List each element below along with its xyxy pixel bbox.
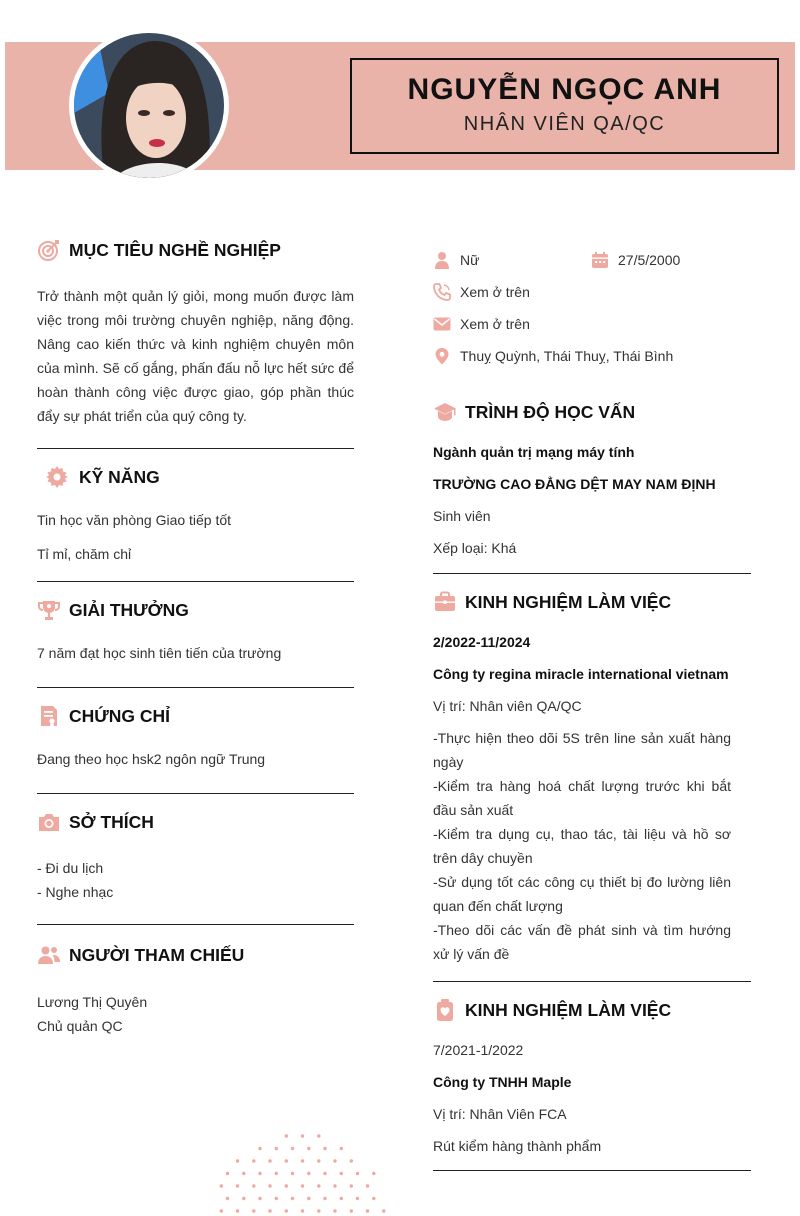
phone-icon [433,283,451,301]
section-experience-1 [433,580,751,982]
decorative-dot [366,1184,369,1187]
trophy-icon [37,598,61,622]
candidate-job-title: NHÂN VIÊN QA/QC [463,113,666,135]
decorative-dot [220,1184,223,1187]
briefcase-icon [433,590,457,614]
decorative-dot [307,1147,310,1150]
info-gender [433,244,591,276]
section-hobbies [37,800,354,925]
experience-1-company: Công ty regina miracle international vietnam [433,666,729,682]
education-major: Ngành quản trị mạng máy tính [433,444,635,460]
hobbies-title: SỞ THÍCH [69,811,154,832]
decorative-dot [291,1172,294,1175]
decorative-dot [285,1209,288,1212]
decorative-dot [242,1172,245,1175]
decorative-dot [275,1172,278,1175]
objective-text: Trở thành một quản lý giỏi, mong muốn được làm việc trong môi trường chuyên nghiệp, năng động. Nâng cao kiến thức và kinh nghiệm chuyên môn của mình. Sẽ cố gắng, phấn đấu nỗ lực hết sức để hoàn thành công việc được giao, góp phần thúc đẩy sự phát triển của quý công ty. [37,288,354,424]
decorative-dot [356,1172,359,1175]
education-title: TRÌNH ĐỘ HỌC VẤN [465,401,636,422]
badge-heart-icon [433,998,457,1022]
left-column [37,228,354,1038]
decorative-dot [301,1184,304,1187]
divider [433,1170,751,1171]
decorative-dot [236,1184,239,1187]
decorative-dot [317,1209,320,1212]
experience-1-duty: -Kiểm tra dụng cụ, thao tác, tài liệu và hồ sơ trên dây chuyền [433,826,731,866]
section-personal-info [433,244,751,372]
decorative-dot [350,1184,353,1187]
decorative-dot [307,1197,310,1200]
decorative-dot [372,1197,375,1200]
decorative-dot [382,1209,385,1212]
decorative-dot [340,1147,343,1150]
education-status: Sinh viên [433,508,491,524]
candidate-name: NGUYỄN NGỌC ANH [407,73,722,106]
avatar-photo [74,33,224,178]
decorative-dot [268,1209,271,1212]
decorative-dot [372,1172,375,1175]
education-rank: Xếp loại: Khá [433,540,517,556]
skills-title: KỸ NĂNG [79,466,160,487]
section-skills [37,455,354,582]
decorative-dot [317,1159,320,1162]
decorative-dot [323,1147,326,1150]
experience-2-period: 7/2021-1/2022 [433,1042,524,1058]
decorative-dot [220,1209,223,1212]
gear-icon [45,465,69,489]
references-title: NGƯỜI THAM CHIẾU [69,944,245,965]
decorative-dot [236,1209,239,1212]
hobby-item: - Nghe nhạc [37,884,114,900]
gender-value: Nữ [460,252,480,268]
email-value: Xem ở trên [460,316,530,332]
decorative-dot [258,1147,261,1150]
address-value: Thuỵ Quỳnh, Thái Thuỵ, Thái Bình [460,348,674,364]
divider [433,981,751,982]
reference-role: Chủ quản QC [37,1018,123,1034]
info-birthday [591,244,749,276]
decorative-dot [285,1184,288,1187]
people-icon [37,943,61,967]
divider [37,581,354,582]
decorative-dot [333,1184,336,1187]
skill-item: Tin học văn phòng Giao tiếp tốt [37,512,232,528]
decorative-dot [258,1172,261,1175]
decorative-dot [252,1209,255,1212]
info-address [433,340,751,372]
section-experience-2 [433,988,751,1171]
decorative-dot [356,1197,359,1200]
decorative-dot [323,1172,326,1175]
section-awards [37,588,354,688]
decorative-dot [323,1197,326,1200]
location-pin-icon [433,347,451,365]
decorative-dot [242,1197,245,1200]
decorative-dot [301,1134,304,1137]
section-certificates [37,694,354,794]
education-school: TRƯỜNG CAO ĐẲNG DỆT MAY NAM ĐỊNH [433,476,716,492]
info-phone [433,276,751,308]
decorative-dot [258,1197,261,1200]
experience-1-duty: -Theo dõi các vấn đề phát sinh và tìm hướng xử lý vấn đề [433,922,731,962]
divider [37,448,354,449]
section-references [37,933,354,1038]
decorative-dot [340,1172,343,1175]
decorative-dot [366,1209,369,1212]
divider [37,793,354,794]
decorative-dot [350,1159,353,1162]
hobby-item: - Đi du lịch [37,860,104,876]
section-education [433,390,751,574]
decorative-dot [317,1134,320,1137]
decorative-dot [291,1147,294,1150]
decorative-dot [252,1184,255,1187]
right-column [433,244,751,1171]
experience-1-duty: -Thực hiện theo dõi 5S trên line sản xuất hàng ngày [433,730,731,770]
phone-value: Xem ở trên [460,284,530,300]
decorative-dot [252,1159,255,1162]
experience-1-duty: -Sử dụng tốt các công cụ thiết bị đo lường liên quan đến chất lượng [433,874,731,914]
divider [37,924,354,925]
camera-icon [37,810,61,834]
experience-1-title: KINH NGHIỆM LÀM VIỆC [465,591,672,612]
name-box [350,58,779,154]
decorative-dot [340,1197,343,1200]
decorative-dot [307,1172,310,1175]
experience-1-position: Vị trí: Nhân viên QA/QC [433,698,582,714]
decorative-dot [226,1172,229,1175]
envelope-icon [433,315,451,333]
decorative-dot [285,1159,288,1162]
experience-1-duty: -Kiểm tra hàng hoá chất lượng trước khi bắt đầu sản xuất [433,778,731,818]
birthday-value: 27/5/2000 [618,252,681,268]
divider [433,573,751,574]
decorative-dot [275,1147,278,1150]
decorative-dot-pattern [205,1130,395,1216]
decorative-dot [350,1209,353,1212]
decorative-dot [333,1209,336,1212]
calendar-icon [591,251,609,269]
person-icon [433,251,451,269]
decorative-dot [275,1197,278,1200]
divider [37,687,354,688]
award-item: 7 năm đạt học sinh tiên tiến của trường [37,645,282,661]
decorative-dot [236,1159,239,1162]
avatar [69,28,229,183]
certificate-item: Đang theo học hsk2 ngôn ngữ Trung [37,751,266,767]
decorative-dot [285,1134,288,1137]
reference-name: Lương Thị Quyên [37,994,148,1010]
decorative-dot [301,1159,304,1162]
section-objective [37,228,354,449]
certificates-title: CHỨNG CHỈ [69,705,171,726]
info-email [433,308,751,340]
experience-2-company: Công ty TNHH Maple [433,1074,572,1090]
experience-2-position: Vị trí: Nhân Viên FCA [433,1106,567,1122]
decorative-dot [301,1209,304,1212]
experience-2-duty: Rút kiểm hàng thành phẩm [433,1138,602,1154]
objective-title: MỤC TIÊU NGHỀ NGHIỆP [69,239,281,260]
decorative-dot [291,1197,294,1200]
certificate-icon [37,704,61,728]
experience-1-period: 2/2022-11/2024 [433,634,531,650]
decorative-dot [268,1184,271,1187]
experience-2-title: KINH NGHIỆM LÀM VIỆC [465,999,672,1020]
decorative-dot [226,1197,229,1200]
awards-title: GIẢI THƯỞNG [69,599,189,620]
target-icon [37,238,61,262]
decorative-dot [333,1159,336,1162]
decorative-dot [268,1159,271,1162]
skill-item: Tỉ mỉ, chăm chỉ [37,546,132,562]
decorative-dot [317,1184,320,1187]
graduation-cap-icon [433,400,457,424]
